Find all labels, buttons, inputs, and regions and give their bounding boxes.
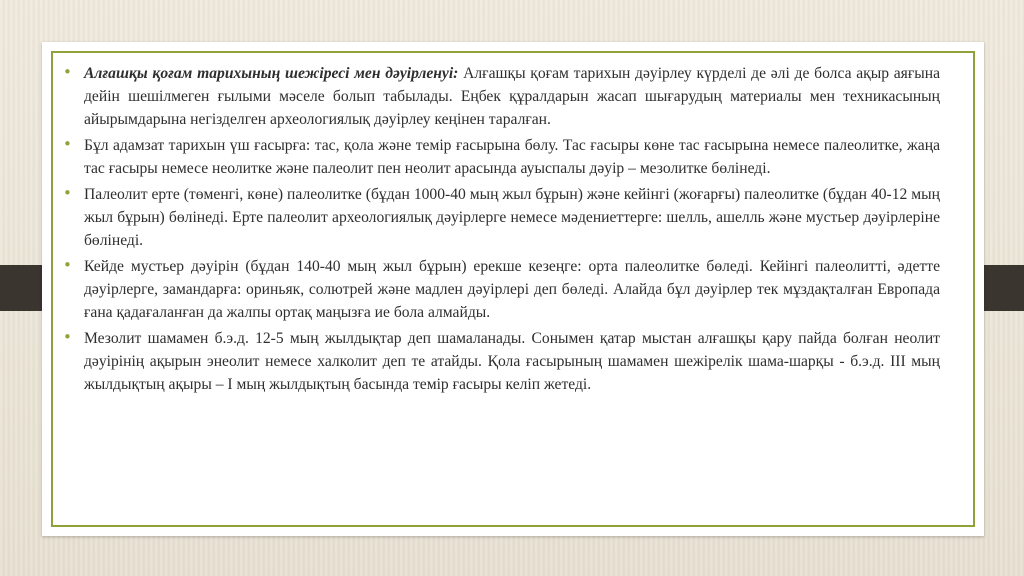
bullet-item (60, 327, 940, 396)
section-heading: Алғашқы қоғам тарихының шежіресі мен дәуірленуі: (84, 65, 459, 82)
slide-card (42, 42, 984, 536)
paragraph-text: Бұл адамзат тарихын үш ғасырға: тас, қола және темір ғасырына бөлу. Тас ғасыры көне тас ғасырына немесе палеолитке, жаңа тас ғасыры немесе неолитке және палеолит пен неолит арасында ауыспалы дәуір – мезолитке бөлінеді. (84, 137, 940, 177)
bullet-item (60, 183, 940, 252)
bullet-icon: • (63, 63, 72, 81)
bullet-list (60, 62, 940, 396)
bullet-item (60, 134, 940, 180)
bullet-icon: • (63, 328, 72, 346)
bullet-icon: • (63, 256, 72, 274)
paragraph-text: Палеолит ерте (төменгі, көне) палеолитке (бұдан 1000-40 мың жыл бұрын) және кейінгі (жоғарғы) палеолитке (бұдан 40-12 мың жыл бұрын) бөлінеді. Ерте палеолит археологиялық дәуірлерге немесе мәдениеттерге: шелль, ашелль және мустьер дәуірлеріне бөлінеді. (84, 186, 940, 249)
bullet-item (60, 62, 940, 131)
left-decor-bar (0, 265, 48, 311)
paragraph-text: Мезолит шамамен б.э.д. 12-5 мың жылдықтар деп шамаланады. Сонымен қатар мыстан алғашқы қару пайда болған неолит дәуірінің ақырын энеолит немесе халколит деп те атайды. Қола ғасырының шамамен шежірелік шама-шарқы - б.э.д. ІІІ мың жылдықтың ақыры – І мың жылдықтың басында темір ғасыры келіп жетеді. (84, 330, 940, 393)
bullet-item (60, 255, 940, 324)
bullet-icon: • (63, 184, 72, 202)
slide-content (60, 62, 940, 399)
bullet-icon: • (63, 135, 72, 153)
paragraph-text: Алғашқы қоғам тарихын дәуірлеу күрделі де әлі де болса ақыр аяғына дейін шешілмеген ғылыми мәселе болып табылады. Еңбек құралдарын жасап шығарудың материалы мен техникасының айырымдарына негізделген археологиялық дәуірлеу кеңінен таралған. (84, 65, 940, 128)
paragraph-text: Кейде мустьер дәуірін (бұдан 140-40 мың жыл бұрын) ерекше кезеңге: орта палеолитке бөледі. Кейінгі палеолитті, әдетте дәуірлерге, замандарға: ориньяк, солютрей және мадлен дәуірлері деп бөледі. Алайда бұл дәуірлер тек мұздақталған Европада ғана қадағаланған да жалпы ортақ маңызға ие бола алмайды. (84, 258, 940, 321)
